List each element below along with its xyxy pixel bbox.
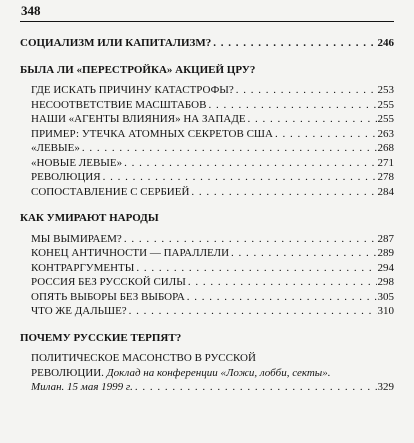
leader-dots bbox=[248, 112, 377, 127]
leader-dots bbox=[231, 246, 376, 261]
item-page: 255 bbox=[377, 113, 394, 125]
toc-item[interactable] bbox=[20, 83, 394, 98]
item-title: «НОВЫЕ ЛЕВЫЕ» bbox=[31, 156, 123, 169]
item-page: 289 bbox=[377, 247, 394, 259]
leader-dots bbox=[82, 141, 377, 156]
item-page: 253 bbox=[377, 84, 394, 96]
leader-dots bbox=[213, 36, 376, 51]
item-line-3 bbox=[31, 380, 394, 395]
toc-chapter[interactable] bbox=[20, 211, 394, 226]
item-page: 298 bbox=[377, 276, 394, 288]
item-page: 284 bbox=[377, 185, 394, 198]
item-title: КОНЕЦ АНТИЧНОСТИ — ПАРАЛЛЕЛИ bbox=[31, 247, 230, 259]
item-page: 305 bbox=[377, 290, 394, 303]
item-title: СОПОСТАВЛЕНИЕ С СЕРБИЕЙ bbox=[31, 185, 190, 198]
item-title: «ЛЕВЫЕ» bbox=[31, 142, 80, 154]
item-page: 271 bbox=[377, 156, 394, 169]
item-line-3-italic: Милан. 15 мая 1999 г. bbox=[31, 381, 133, 393]
item-page: 278 bbox=[377, 171, 394, 183]
item-title: МЫ ВЫМИРАЕМ? bbox=[31, 232, 122, 245]
chapter-page: 246 bbox=[377, 37, 394, 49]
chapter-title: ПОЧЕМУ РУССКИЕ ТЕРПЯТ? bbox=[20, 331, 182, 344]
item-title: КОНТРАРГУМЕНТЫ bbox=[31, 261, 135, 274]
toc-item[interactable] bbox=[20, 98, 394, 113]
item-line-1: ПОЛИТИЧЕСКОЕ МАСОНСТВО В РУССКОЙ bbox=[31, 352, 256, 364]
item-title: ПРИМЕР: УТЕЧКА АТОМНЫХ СЕКРЕТОВ США bbox=[31, 127, 273, 140]
leader-dots bbox=[135, 380, 377, 395]
item-page: 294 bbox=[377, 261, 394, 274]
toc-item[interactable] bbox=[20, 185, 394, 200]
header-rule bbox=[20, 21, 394, 22]
item-title: ОПЯТЬ ВЫБОРЫ БЕЗ ВЫБОРА bbox=[31, 290, 185, 303]
toc-item[interactable] bbox=[20, 127, 394, 142]
leader-dots bbox=[129, 304, 377, 319]
chapter-title: БЫЛА ЛИ «ПЕРЕСТРОЙКА» АКЦИЕЙ ЦРУ? bbox=[20, 63, 256, 76]
toc-chapter[interactable] bbox=[20, 36, 394, 51]
leader-dots bbox=[136, 261, 376, 276]
table-of-contents bbox=[20, 36, 394, 395]
item-title: НАШИ «АГЕНТЫ ВЛИЯНИЯ» НА ЗАПАДЕ bbox=[31, 113, 246, 125]
toc-item[interactable] bbox=[20, 156, 394, 171]
item-line-2 bbox=[31, 366, 394, 381]
item-title: РЕВОЛЮЦИЯ bbox=[31, 171, 101, 183]
item-page: 310 bbox=[377, 305, 394, 317]
toc-item[interactable] bbox=[20, 290, 394, 305]
toc-item[interactable] bbox=[20, 275, 394, 290]
item-page: 329 bbox=[377, 381, 394, 393]
item-title: ГДЕ ИСКАТЬ ПРИЧИНУ КАТАСТРОФЫ? bbox=[31, 84, 234, 96]
toc-item[interactable] bbox=[20, 170, 394, 185]
leader-dots bbox=[236, 83, 377, 98]
leader-dots bbox=[188, 275, 377, 290]
item-title: ЧТО ЖЕ ДАЛЬШЕ? bbox=[31, 305, 127, 317]
chapter-title: СОЦИАЛИЗМ ИЛИ КАПИТАЛИЗМ? bbox=[20, 37, 212, 49]
toc-item[interactable] bbox=[20, 246, 394, 261]
item-page: 287 bbox=[377, 232, 394, 245]
toc-item[interactable] bbox=[20, 112, 394, 127]
leader-dots bbox=[208, 98, 376, 113]
toc-item[interactable] bbox=[20, 304, 394, 319]
item-page: 255 bbox=[377, 98, 394, 111]
leader-dots bbox=[275, 127, 377, 142]
toc-chapter[interactable] bbox=[20, 331, 394, 346]
item-line-2-main: РЕВОЛЮЦИИ. bbox=[31, 366, 104, 379]
leader-dots bbox=[187, 290, 377, 305]
item-page: 268 bbox=[377, 142, 394, 154]
toc-item-multiline[interactable] bbox=[20, 351, 394, 395]
item-title: НЕСООТВЕТСТВИЕ МАСШТАБОВ bbox=[31, 98, 207, 111]
page-number: 348 bbox=[21, 3, 41, 18]
item-page: 263 bbox=[377, 127, 394, 140]
item-line-2-italic: Доклад на конференции «Ложи, лобби, секты». bbox=[103, 366, 331, 379]
toc-item[interactable] bbox=[20, 141, 394, 156]
toc-chapter[interactable] bbox=[20, 63, 394, 78]
item-title: РОССИЯ БЕЗ РУССКОЙ СИЛЫ bbox=[31, 276, 186, 288]
toc-item[interactable] bbox=[20, 261, 394, 276]
leader-dots bbox=[191, 185, 376, 200]
toc-item[interactable] bbox=[20, 232, 394, 247]
leader-dots bbox=[124, 156, 376, 171]
leader-dots bbox=[103, 170, 377, 185]
chapter-title: КАК УМИРАЮТ НАРОДЫ bbox=[20, 212, 159, 224]
leader-dots bbox=[124, 232, 377, 247]
